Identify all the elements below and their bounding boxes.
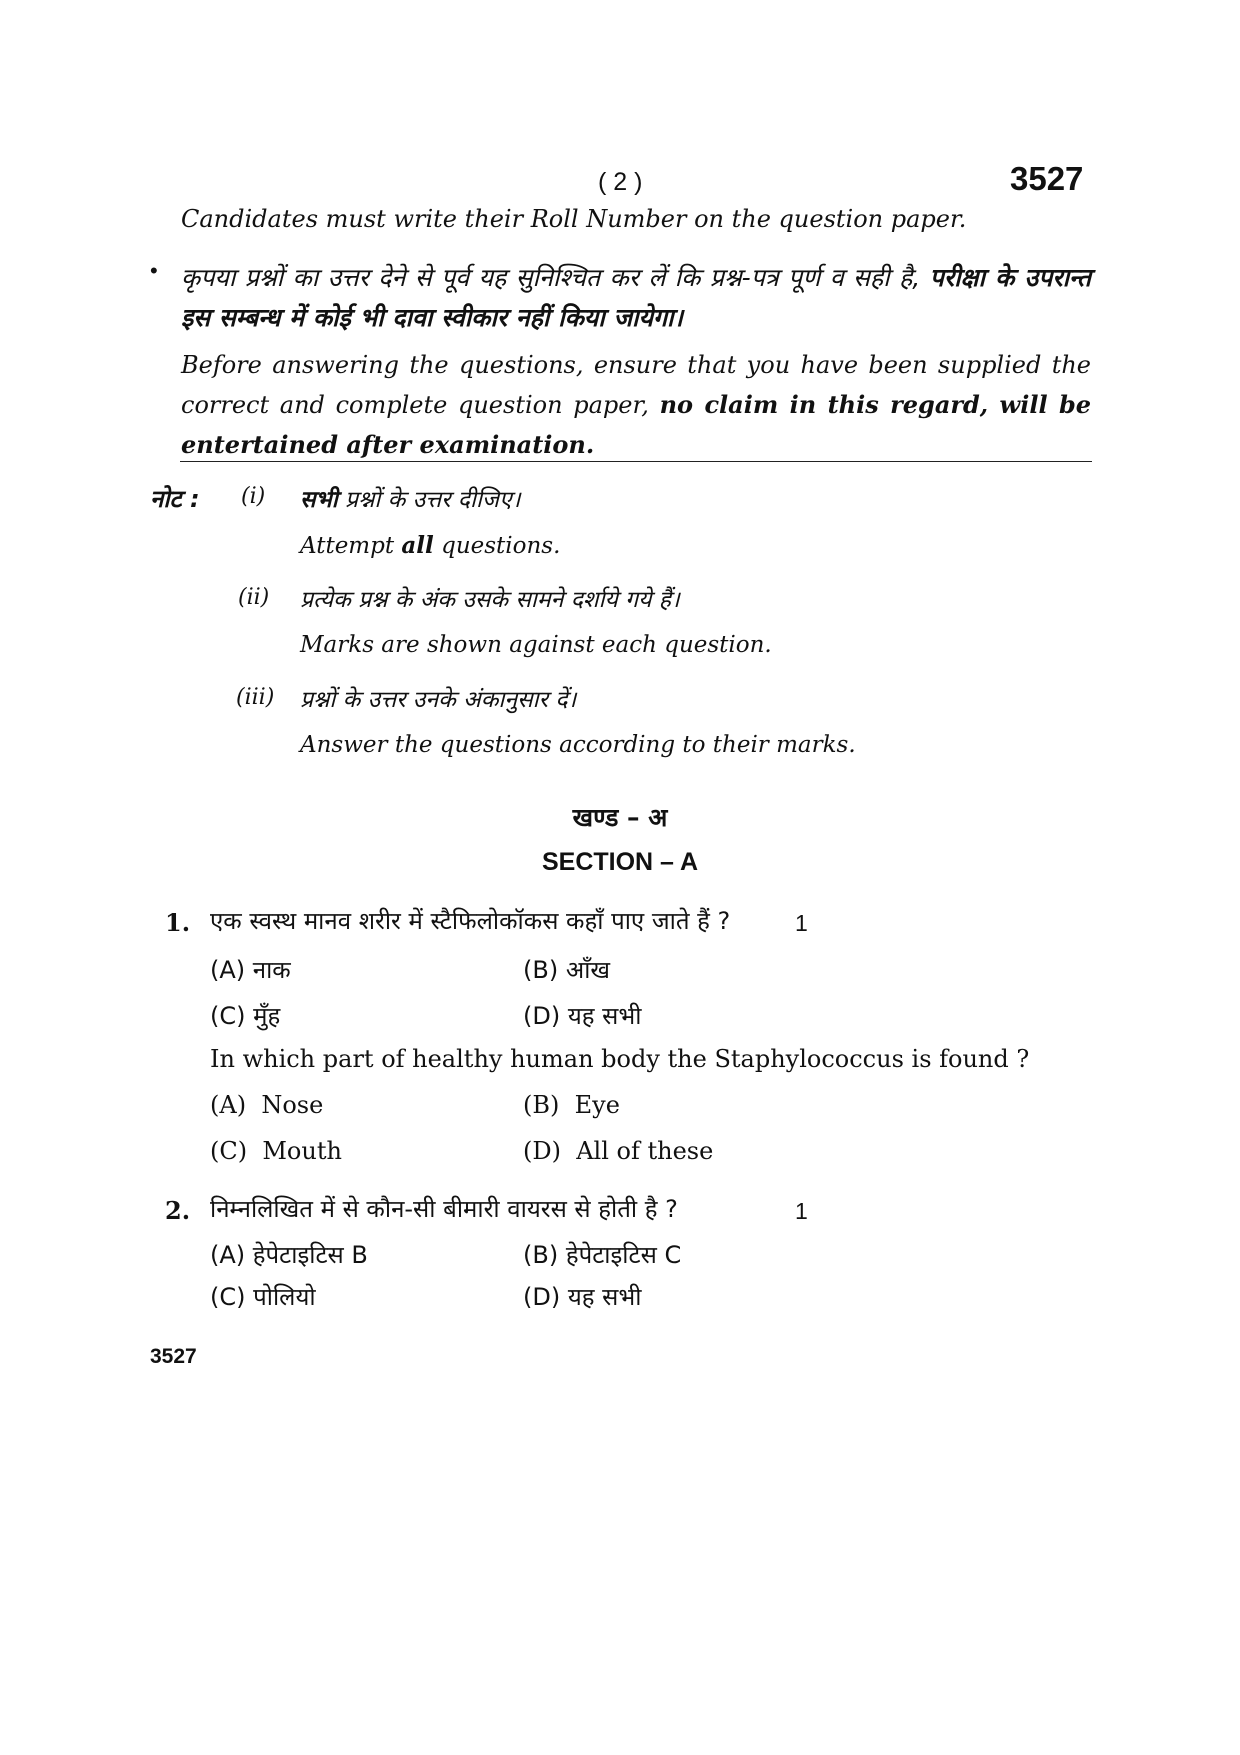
english-notice	[181, 345, 1091, 465]
note-item-2-hindi: प्रत्येक प्रश्न के अंक उसके सामने दर्शाये गये हैं।	[300, 587, 680, 613]
note-item-3-num: (iii)	[236, 685, 275, 710]
english-notice-bold: no claim in this regard, will be entertained after examination.	[181, 390, 1092, 459]
question-1-option-b-hindi: (B) आँख	[523, 956, 610, 984]
paper-code-footer: 3527	[150, 1345, 197, 1368]
question-1-marks: 1	[795, 910, 808, 936]
question-1-option-c-english: (C) Mouth	[210, 1137, 342, 1165]
question-2-option-d-hindi: (D) यह सभी	[523, 1283, 642, 1311]
question-1-option-d-english: (D) All of these	[523, 1137, 714, 1165]
note-item-3-english: Answer the questions according to their marks.	[300, 732, 856, 758]
bullet-icon: •	[150, 258, 158, 283]
question-1-option-c-hindi: (C) मुँह	[210, 1002, 281, 1030]
question-1-english: In which part of healthy human body the Staphylococcus is found ?	[210, 1045, 1030, 1073]
note-item-1-hindi-text: प्रश्नों के उत्तर दीजिए।	[337, 487, 521, 513]
note-item-1-english-bold: all	[401, 532, 434, 559]
question-2-hindi: निम्नलिखित में से कौन-सी बीमारी वायरस से होती है ?	[210, 1195, 678, 1223]
note-item-1-english-pre: Attempt	[300, 533, 402, 559]
paper-code-header: 3527	[1010, 160, 1084, 197]
note-label: नोट :	[150, 485, 200, 513]
question-1-option-a-hindi: (A) नाक	[210, 956, 291, 984]
note-item-2-num: (ii)	[238, 585, 270, 610]
hindi-notice-bold: परीक्षा के उपरान्त इस सम्बन्ध में कोई भी दावा स्वीकार नहीं किया जायेगा।	[181, 263, 1091, 332]
hindi-notice-main: कृपया प्रश्नों का उत्तर देने से पूर्व यह सुनिश्चित कर लें कि प्रश्न-पत्र पूर्ण व सही है,	[181, 263, 930, 292]
divider	[180, 461, 1092, 462]
note-item-3-hindi: प्रश्नों के उत्तर उनके अंकानुसार दें।	[300, 687, 577, 713]
roll-number-instruction: Candidates must write their Roll Number on the question paper.	[181, 205, 967, 233]
question-1-hindi: एक स्वस्थ मानव शरीर में स्टैफिलोकॉकस कहाँ पाए जाते हैं ?	[210, 907, 731, 935]
section-heading-english: SECTION – A	[541, 848, 699, 876]
english-notice-main: Before answering the questions, ensure that you have been supplied the correct and complete question paper,	[181, 351, 1091, 419]
note-item-1-hindi	[300, 482, 520, 514]
question-2-marks: 1	[795, 1198, 808, 1224]
note-item-2-english: Marks are shown against each question.	[300, 632, 772, 658]
note-item-1-num: (i)	[241, 484, 266, 509]
question-2-option-b-hindi: (B) हेपेटाइटिस C	[523, 1241, 682, 1269]
question-2-option-c-hindi: (C) पोलियो	[210, 1283, 316, 1311]
question-1-option-b-english: (B) Eye	[523, 1091, 620, 1119]
page-number: ( 2 )	[598, 168, 643, 196]
section-heading-hindi: खण्ड – अ	[572, 803, 668, 832]
hindi-notice	[181, 258, 1091, 338]
note-item-1-english	[300, 532, 560, 559]
note-item-1-hindi-bold: सभी	[300, 487, 338, 513]
question-1-number: 1.	[165, 908, 191, 937]
question-1-option-a-english: (A) Nose	[210, 1091, 324, 1119]
question-1-option-d-hindi: (D) यह सभी	[523, 1002, 642, 1030]
question-2-option-a-hindi: (A) हेपेटाइटिस B	[210, 1241, 368, 1269]
question-2-number: 2.	[165, 1196, 191, 1225]
note-item-1-english-post: questions.	[433, 533, 561, 559]
